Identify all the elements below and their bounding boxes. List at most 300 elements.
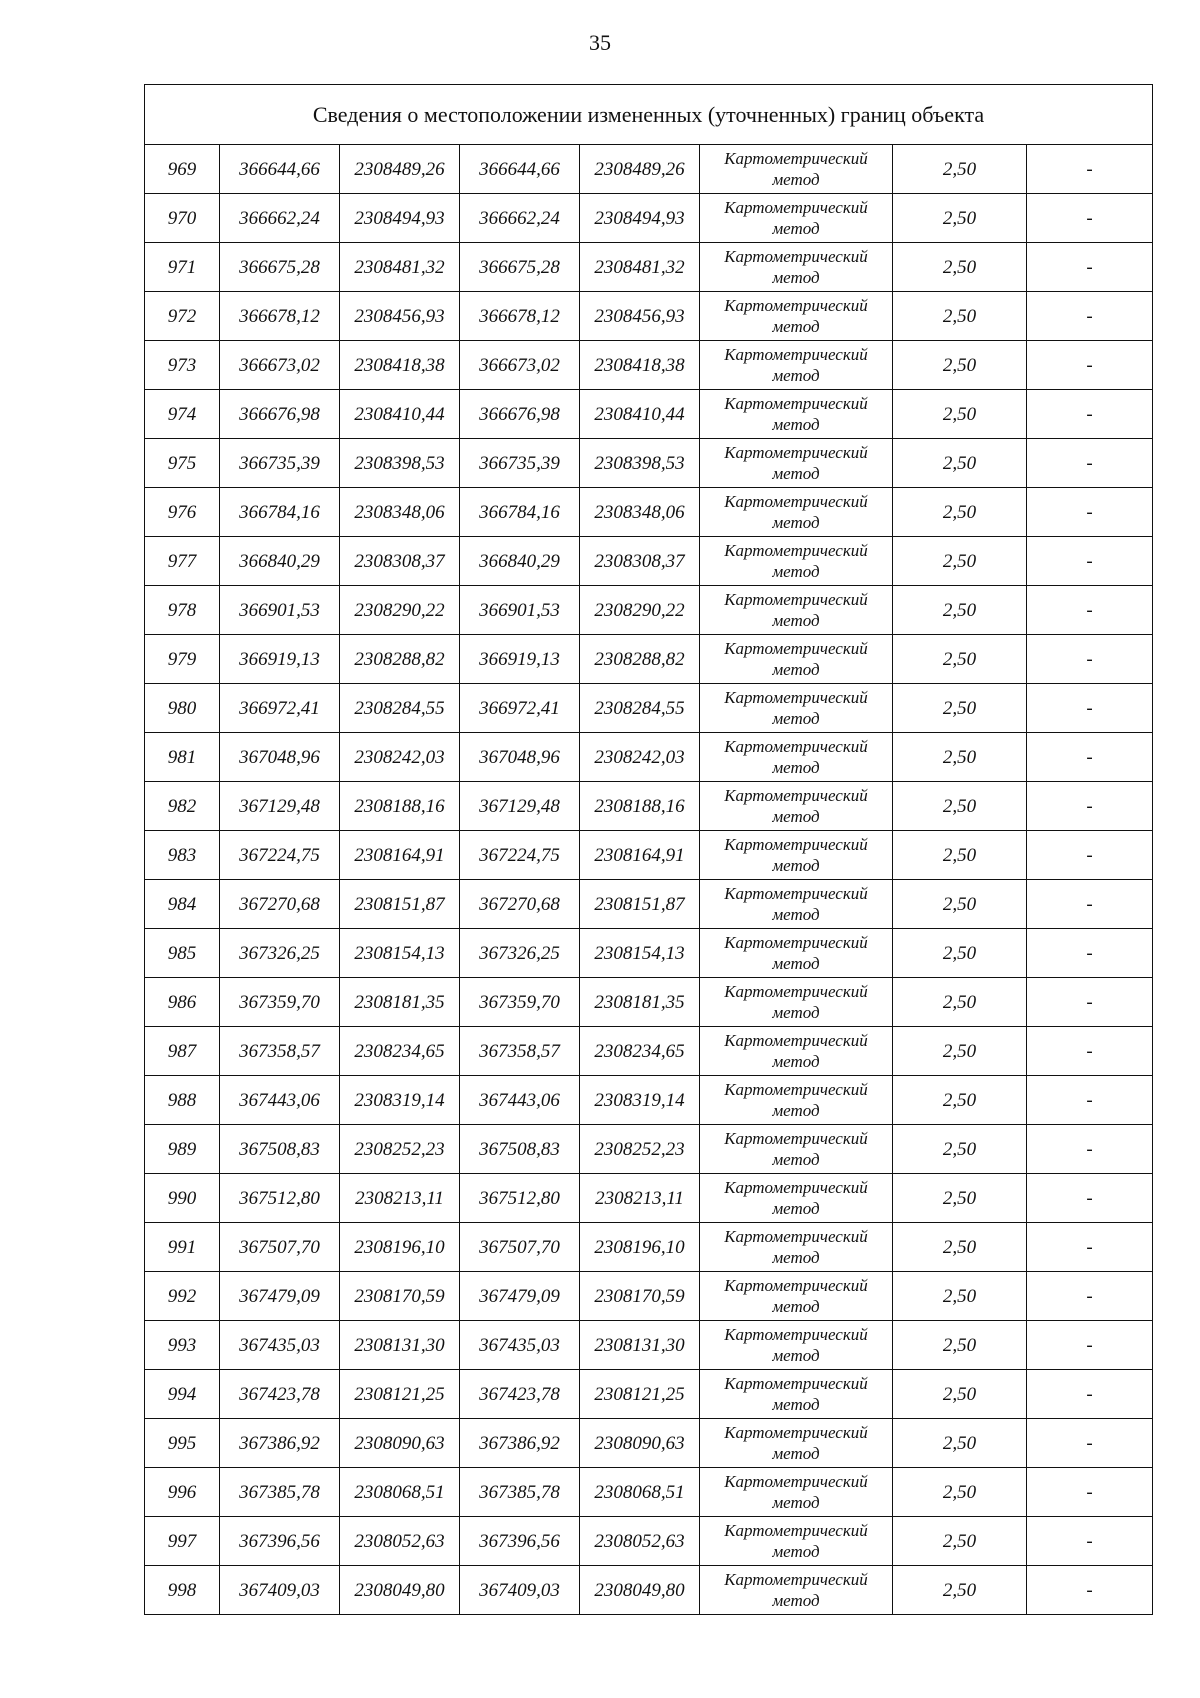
existing-y-cell: 2308242,03 [340, 733, 460, 782]
point-number-cell: 990 [145, 1174, 220, 1223]
refined-y-cell: 2308154,13 [580, 929, 700, 978]
refined-y-cell: 2308290,22 [580, 586, 700, 635]
note-cell: - [1027, 929, 1153, 978]
existing-y-cell: 2308284,55 [340, 684, 460, 733]
refined-y-cell: 2308489,26 [580, 145, 700, 194]
method-line-1: Картометрический [724, 541, 868, 560]
existing-y-cell: 2308090,63 [340, 1419, 460, 1468]
accuracy-cell: 2,50 [893, 1370, 1027, 1419]
refined-x-cell: 367224,75 [460, 831, 580, 880]
point-number-cell: 998 [145, 1566, 220, 1615]
existing-y-cell: 2308481,32 [340, 243, 460, 292]
refined-y-cell: 2308252,23 [580, 1125, 700, 1174]
method-cell [700, 439, 893, 488]
note-cell: - [1027, 1517, 1153, 1566]
note-cell: - [1027, 831, 1153, 880]
refined-y-cell: 2308052,63 [580, 1517, 700, 1566]
refined-x-cell: 366840,29 [460, 537, 580, 586]
method-line-1: Картометрический [724, 639, 868, 658]
method-line-1: Картометрический [724, 443, 868, 462]
accuracy-cell: 2,50 [893, 1321, 1027, 1370]
refined-y-cell: 2308068,51 [580, 1468, 700, 1517]
method-line-1: Картометрический [724, 492, 868, 511]
method-line-1: Картометрический [724, 1129, 868, 1148]
note-cell: - [1027, 341, 1153, 390]
existing-y-cell: 2308456,93 [340, 292, 460, 341]
refined-y-cell: 2308170,59 [580, 1272, 700, 1321]
table-row [145, 1027, 1153, 1076]
refined-x-cell: 367358,57 [460, 1027, 580, 1076]
method-cell [700, 586, 893, 635]
method-line-1: Картометрический [724, 688, 868, 707]
point-number-cell: 972 [145, 292, 220, 341]
point-number-cell: 976 [145, 488, 220, 537]
table-row [145, 978, 1153, 1027]
table-row [145, 1076, 1153, 1125]
method-line-2: метод [772, 758, 820, 777]
existing-y-cell: 2308252,23 [340, 1125, 460, 1174]
table-row [145, 341, 1153, 390]
table-row [145, 1517, 1153, 1566]
refined-y-cell: 2308049,80 [580, 1566, 700, 1615]
method-line-1: Картометрический [724, 247, 868, 266]
method-line-2: метод [772, 660, 820, 679]
existing-x-cell: 367048,96 [220, 733, 340, 782]
refined-x-cell: 366784,16 [460, 488, 580, 537]
refined-y-cell: 2308481,32 [580, 243, 700, 292]
existing-y-cell: 2308154,13 [340, 929, 460, 978]
note-cell: - [1027, 1272, 1153, 1321]
existing-y-cell: 2308121,25 [340, 1370, 460, 1419]
existing-y-cell: 2308068,51 [340, 1468, 460, 1517]
refined-y-cell: 2308456,93 [580, 292, 700, 341]
point-number-cell: 991 [145, 1223, 220, 1272]
refined-x-cell: 367507,70 [460, 1223, 580, 1272]
accuracy-cell: 2,50 [893, 1027, 1027, 1076]
existing-x-cell: 367224,75 [220, 831, 340, 880]
method-line-2: метод [772, 1395, 820, 1414]
method-line-1: Картометрический [724, 786, 868, 805]
point-number-cell: 975 [145, 439, 220, 488]
refined-x-cell: 367359,70 [460, 978, 580, 1027]
method-cell [700, 831, 893, 880]
refined-y-cell: 2308181,35 [580, 978, 700, 1027]
refined-x-cell: 366919,13 [460, 635, 580, 684]
table-row [145, 635, 1153, 684]
method-line-1: Картометрический [724, 1521, 868, 1540]
note-cell: - [1027, 1468, 1153, 1517]
table-row [145, 390, 1153, 439]
existing-x-cell: 367479,09 [220, 1272, 340, 1321]
point-number-cell: 977 [145, 537, 220, 586]
boundary-coordinates-table [144, 84, 1153, 1615]
note-cell: - [1027, 880, 1153, 929]
note-cell: - [1027, 586, 1153, 635]
refined-y-cell: 2308410,44 [580, 390, 700, 439]
method-cell [700, 978, 893, 1027]
existing-y-cell: 2308188,16 [340, 782, 460, 831]
note-cell: - [1027, 635, 1153, 684]
accuracy-cell: 2,50 [893, 1076, 1027, 1125]
method-cell [700, 1370, 893, 1419]
existing-y-cell: 2308049,80 [340, 1566, 460, 1615]
existing-x-cell: 367386,92 [220, 1419, 340, 1468]
existing-x-cell: 367443,06 [220, 1076, 340, 1125]
table-row [145, 1566, 1153, 1615]
point-number-cell: 983 [145, 831, 220, 880]
method-cell [700, 1223, 893, 1272]
method-cell [700, 145, 893, 194]
point-number-cell: 997 [145, 1517, 220, 1566]
refined-y-cell: 2308494,93 [580, 194, 700, 243]
method-cell [700, 929, 893, 978]
method-line-2: метод [772, 611, 820, 630]
point-number-cell: 981 [145, 733, 220, 782]
refined-y-cell: 2308213,11 [580, 1174, 700, 1223]
existing-x-cell: 367270,68 [220, 880, 340, 929]
point-number-cell: 995 [145, 1419, 220, 1468]
method-line-1: Картометрический [724, 1276, 868, 1295]
refined-x-cell: 367512,80 [460, 1174, 580, 1223]
refined-y-cell: 2308284,55 [580, 684, 700, 733]
note-cell: - [1027, 390, 1153, 439]
page-number: 35 [589, 30, 611, 55]
table-row [145, 1419, 1153, 1468]
method-line-2: метод [772, 1542, 820, 1561]
existing-x-cell: 366662,24 [220, 194, 340, 243]
note-cell: - [1027, 1027, 1153, 1076]
existing-x-cell: 367435,03 [220, 1321, 340, 1370]
method-line-2: метод [772, 954, 820, 973]
method-line-2: метод [772, 268, 820, 287]
existing-y-cell: 2308494,93 [340, 194, 460, 243]
existing-y-cell: 2308164,91 [340, 831, 460, 880]
method-cell [700, 1027, 893, 1076]
refined-x-cell: 366972,41 [460, 684, 580, 733]
refined-y-cell: 2308121,25 [580, 1370, 700, 1419]
method-line-1: Картометрический [724, 737, 868, 756]
table-row [145, 292, 1153, 341]
point-number-cell: 974 [145, 390, 220, 439]
method-cell [700, 782, 893, 831]
point-number-cell: 989 [145, 1125, 220, 1174]
point-number-cell: 985 [145, 929, 220, 978]
existing-x-cell: 366644,66 [220, 145, 340, 194]
method-line-2: метод [772, 464, 820, 483]
method-line-1: Картометрический [724, 1472, 868, 1491]
method-line-1: Картометрический [724, 198, 868, 217]
accuracy-cell: 2,50 [893, 831, 1027, 880]
note-cell: - [1027, 1174, 1153, 1223]
existing-x-cell: 366972,41 [220, 684, 340, 733]
method-cell [700, 341, 893, 390]
accuracy-cell: 2,50 [893, 390, 1027, 439]
point-number-cell: 971 [145, 243, 220, 292]
accuracy-cell: 2,50 [893, 1566, 1027, 1615]
point-number-cell: 993 [145, 1321, 220, 1370]
method-line-1: Картометрический [724, 1374, 868, 1393]
refined-y-cell: 2308131,30 [580, 1321, 700, 1370]
existing-x-cell: 367358,57 [220, 1027, 340, 1076]
method-line-1: Картометрический [724, 982, 868, 1001]
accuracy-cell: 2,50 [893, 929, 1027, 978]
table-row [145, 831, 1153, 880]
note-cell: - [1027, 439, 1153, 488]
accuracy-cell: 2,50 [893, 978, 1027, 1027]
accuracy-cell: 2,50 [893, 1272, 1027, 1321]
method-cell [700, 1076, 893, 1125]
method-line-1: Картометрический [724, 1178, 868, 1197]
refined-y-cell: 2308308,37 [580, 537, 700, 586]
point-number-cell: 992 [145, 1272, 220, 1321]
method-cell [700, 1125, 893, 1174]
refined-x-cell: 367326,25 [460, 929, 580, 978]
existing-y-cell: 2308348,06 [340, 488, 460, 537]
accuracy-cell: 2,50 [893, 145, 1027, 194]
refined-y-cell: 2308242,03 [580, 733, 700, 782]
table-body [145, 85, 1153, 1615]
accuracy-cell: 2,50 [893, 684, 1027, 733]
method-cell [700, 292, 893, 341]
accuracy-cell: 2,50 [893, 537, 1027, 586]
method-line-1: Картометрический [724, 1031, 868, 1050]
existing-x-cell: 366676,98 [220, 390, 340, 439]
table-row [145, 1272, 1153, 1321]
table-row [145, 586, 1153, 635]
refined-x-cell: 366673,02 [460, 341, 580, 390]
note-cell: - [1027, 243, 1153, 292]
method-line-1: Картометрический [724, 1080, 868, 1099]
refined-x-cell: 366662,24 [460, 194, 580, 243]
refined-x-cell: 367409,03 [460, 1566, 580, 1615]
existing-y-cell: 2308213,11 [340, 1174, 460, 1223]
existing-x-cell: 366675,28 [220, 243, 340, 292]
method-cell [700, 1321, 893, 1370]
refined-x-cell: 367048,96 [460, 733, 580, 782]
method-cell [700, 1468, 893, 1517]
existing-x-cell: 367129,48 [220, 782, 340, 831]
point-number-cell: 987 [145, 1027, 220, 1076]
note-cell: - [1027, 1223, 1153, 1272]
method-line-2: метод [772, 366, 820, 385]
method-line-2: метод [772, 856, 820, 875]
method-line-1: Картометрический [724, 1570, 868, 1589]
method-line-2: метод [772, 170, 820, 189]
refined-y-cell: 2308288,82 [580, 635, 700, 684]
method-line-2: метод [772, 562, 820, 581]
table-row [145, 929, 1153, 978]
existing-y-cell: 2308151,87 [340, 880, 460, 929]
existing-y-cell: 2308410,44 [340, 390, 460, 439]
existing-y-cell: 2308170,59 [340, 1272, 460, 1321]
accuracy-cell: 2,50 [893, 341, 1027, 390]
point-number-cell: 982 [145, 782, 220, 831]
method-cell [700, 1517, 893, 1566]
accuracy-cell: 2,50 [893, 1468, 1027, 1517]
refined-x-cell: 367396,56 [460, 1517, 580, 1566]
method-line-1: Картометрический [724, 1325, 868, 1344]
method-line-1: Картометрический [724, 835, 868, 854]
method-line-2: метод [772, 807, 820, 826]
method-line-2: метод [772, 709, 820, 728]
method-cell [700, 1272, 893, 1321]
table-row [145, 880, 1153, 929]
table-row [145, 488, 1153, 537]
method-line-2: метод [772, 1101, 820, 1120]
existing-y-cell: 2308489,26 [340, 145, 460, 194]
existing-y-cell: 2308290,22 [340, 586, 460, 635]
existing-y-cell: 2308131,30 [340, 1321, 460, 1370]
method-cell [700, 488, 893, 537]
method-line-2: метод [772, 1248, 820, 1267]
method-line-2: метод [772, 1346, 820, 1365]
existing-y-cell: 2308196,10 [340, 1223, 460, 1272]
method-line-2: метод [772, 513, 820, 532]
existing-y-cell: 2308234,65 [340, 1027, 460, 1076]
table-row [145, 684, 1153, 733]
table-row [145, 439, 1153, 488]
accuracy-cell: 2,50 [893, 488, 1027, 537]
existing-x-cell: 366673,02 [220, 341, 340, 390]
table-row [145, 1468, 1153, 1517]
existing-x-cell: 366784,16 [220, 488, 340, 537]
refined-y-cell: 2308090,63 [580, 1419, 700, 1468]
refined-x-cell: 367443,06 [460, 1076, 580, 1125]
refined-x-cell: 367435,03 [460, 1321, 580, 1370]
table-row [145, 733, 1153, 782]
note-cell: - [1027, 488, 1153, 537]
existing-y-cell: 2308052,63 [340, 1517, 460, 1566]
note-cell: - [1027, 1370, 1153, 1419]
refined-x-cell: 367385,78 [460, 1468, 580, 1517]
refined-y-cell: 2308418,38 [580, 341, 700, 390]
accuracy-cell: 2,50 [893, 880, 1027, 929]
table-caption: Сведения о местоположении измененных (уточненных) границ объекта [145, 85, 1153, 145]
existing-x-cell: 366919,13 [220, 635, 340, 684]
method-line-2: метод [772, 1297, 820, 1316]
table-row [145, 243, 1153, 292]
existing-y-cell: 2308319,14 [340, 1076, 460, 1125]
point-number-cell: 986 [145, 978, 220, 1027]
note-cell: - [1027, 782, 1153, 831]
method-line-1: Картометрический [724, 1423, 868, 1442]
refined-y-cell: 2308164,91 [580, 831, 700, 880]
point-number-cell: 973 [145, 341, 220, 390]
accuracy-cell: 2,50 [893, 243, 1027, 292]
existing-x-cell: 367359,70 [220, 978, 340, 1027]
method-line-1: Картометрический [724, 1227, 868, 1246]
accuracy-cell: 2,50 [893, 194, 1027, 243]
note-cell: - [1027, 733, 1153, 782]
method-line-2: метод [772, 317, 820, 336]
note-cell: - [1027, 194, 1153, 243]
existing-y-cell: 2308288,82 [340, 635, 460, 684]
point-number-cell: 980 [145, 684, 220, 733]
method-line-1: Картометрический [724, 590, 868, 609]
method-cell [700, 1174, 893, 1223]
existing-x-cell: 367326,25 [220, 929, 340, 978]
table-row [145, 782, 1153, 831]
existing-y-cell: 2308418,38 [340, 341, 460, 390]
refined-x-cell: 366735,39 [460, 439, 580, 488]
existing-y-cell: 2308181,35 [340, 978, 460, 1027]
method-line-1: Картометрический [724, 884, 868, 903]
refined-x-cell: 366901,53 [460, 586, 580, 635]
refined-x-cell: 367129,48 [460, 782, 580, 831]
method-line-2: метод [772, 415, 820, 434]
method-line-2: метод [772, 905, 820, 924]
method-line-2: метод [772, 1052, 820, 1071]
note-cell: - [1027, 684, 1153, 733]
point-number-cell: 969 [145, 145, 220, 194]
refined-y-cell: 2308234,65 [580, 1027, 700, 1076]
method-line-1: Картометрический [724, 345, 868, 364]
accuracy-cell: 2,50 [893, 782, 1027, 831]
method-line-2: метод [772, 1444, 820, 1463]
method-line-2: метод [772, 219, 820, 238]
refined-x-cell: 367508,83 [460, 1125, 580, 1174]
table-row [145, 194, 1153, 243]
accuracy-cell: 2,50 [893, 439, 1027, 488]
refined-x-cell: 366675,28 [460, 243, 580, 292]
existing-x-cell: 366735,39 [220, 439, 340, 488]
table-row [145, 1174, 1153, 1223]
note-cell: - [1027, 292, 1153, 341]
method-cell [700, 390, 893, 439]
point-number-cell: 978 [145, 586, 220, 635]
method-cell [700, 1419, 893, 1468]
refined-y-cell: 2308188,16 [580, 782, 700, 831]
note-cell: - [1027, 978, 1153, 1027]
refined-x-cell: 367423,78 [460, 1370, 580, 1419]
table-row [145, 145, 1153, 194]
existing-x-cell: 366840,29 [220, 537, 340, 586]
method-cell [700, 635, 893, 684]
note-cell: - [1027, 537, 1153, 586]
note-cell: - [1027, 1076, 1153, 1125]
table-row [145, 537, 1153, 586]
note-cell: - [1027, 1321, 1153, 1370]
existing-x-cell: 367409,03 [220, 1566, 340, 1615]
accuracy-cell: 2,50 [893, 1223, 1027, 1272]
table-row [145, 1321, 1153, 1370]
existing-x-cell: 366678,12 [220, 292, 340, 341]
existing-x-cell: 367396,56 [220, 1517, 340, 1566]
accuracy-cell: 2,50 [893, 635, 1027, 684]
note-cell: - [1027, 1566, 1153, 1615]
refined-x-cell: 367270,68 [460, 880, 580, 929]
refined-y-cell: 2308196,10 [580, 1223, 700, 1272]
refined-x-cell: 366678,12 [460, 292, 580, 341]
existing-x-cell: 367512,80 [220, 1174, 340, 1223]
method-line-1: Картометрический [724, 933, 868, 952]
method-cell [700, 880, 893, 929]
note-cell: - [1027, 145, 1153, 194]
accuracy-cell: 2,50 [893, 1419, 1027, 1468]
point-number-cell: 970 [145, 194, 220, 243]
table-header-row [145, 85, 1153, 145]
method-cell [700, 733, 893, 782]
method-line-2: метод [772, 1493, 820, 1512]
method-line-1: Картометрический [724, 394, 868, 413]
accuracy-cell: 2,50 [893, 733, 1027, 782]
method-line-2: метод [772, 1150, 820, 1169]
method-cell [700, 1566, 893, 1615]
accuracy-cell: 2,50 [893, 586, 1027, 635]
point-number-cell: 979 [145, 635, 220, 684]
existing-x-cell: 367508,83 [220, 1125, 340, 1174]
method-line-2: метод [772, 1003, 820, 1022]
